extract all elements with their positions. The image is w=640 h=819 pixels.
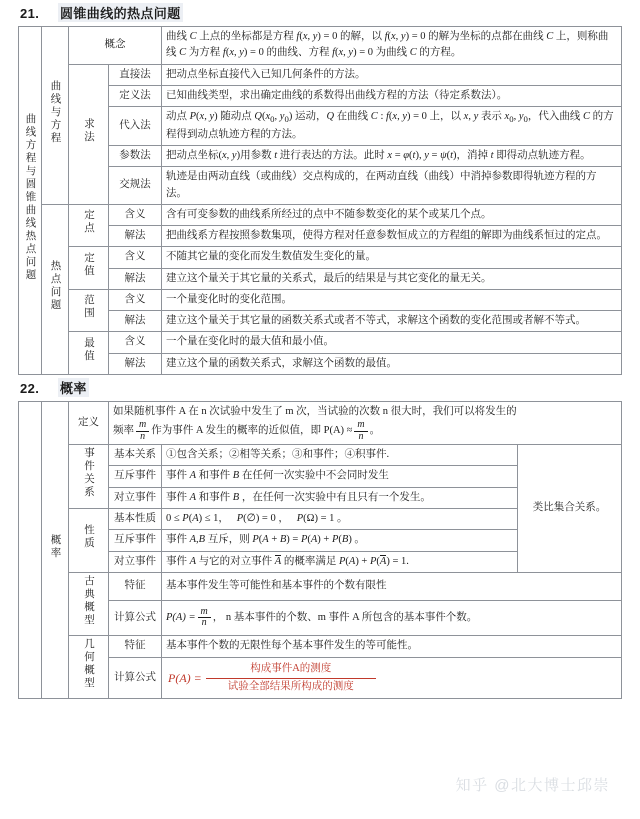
row-text-extremum-meaning: 一个量在变化时的最大值和最小值。 — [162, 332, 622, 353]
row-text-fixed-point-solution: 把曲线系方程按照参数集项，使得方程对任意参数恒成立的方程组的解即为曲线系恒过的定点。 — [162, 226, 622, 247]
row-label-basic-relations: 基本关系 — [109, 445, 162, 466]
row-text-definition-method: 已知曲线类型，求出确定曲线的系数得出曲线方程的方法（待定系数法）。 — [162, 85, 622, 106]
row-label-geometric-feature: 特征 — [109, 636, 162, 658]
section-number: 22. — [20, 380, 40, 396]
definition-line-1: 如果随机事件 A 在 n 次试验中发生了 m 次，当试验的次数 n 很大时，我们可以将发生的 — [113, 405, 517, 417]
row-text-property-complementary: 事件 A 与它的对立事件 A 的概率满足 P(A) + P(A) = 1. — [162, 551, 518, 572]
table-row — [19, 353, 622, 374]
group-label-hotspot: 热点问题 — [42, 204, 69, 374]
table-row — [19, 311, 622, 332]
table-row — [19, 657, 622, 698]
row-label-property-complementary: 对立事件 — [109, 551, 162, 572]
row-label-fixed-point-solution: 解法 — [109, 226, 162, 247]
table-row — [19, 445, 622, 466]
section-title: 圆锥曲线的热点问题 — [58, 3, 183, 22]
table-row — [19, 268, 622, 289]
table-row — [19, 289, 622, 310]
table-row — [19, 226, 622, 247]
table-row — [19, 145, 622, 166]
group-label-classical-model: 古典概型 — [69, 572, 109, 635]
row-text-mutually-exclusive: 事件 A 和事件 B 在任何一次实验中不会同时发生 — [162, 466, 518, 487]
table-row — [19, 85, 622, 106]
section-heading-22 — [18, 375, 622, 401]
row-label-concept: 概念 — [69, 27, 162, 65]
subgroup-label-extremum: 最值 — [69, 332, 109, 375]
table-row — [19, 332, 622, 353]
geometric-formula — [166, 660, 617, 695]
row-label-range-solution: 解法 — [109, 311, 162, 332]
row-text-direct-method: 把动点坐标直接代入已知几何条件的方法。 — [162, 64, 622, 85]
group-label-geometric-model: 几何概型 — [69, 636, 109, 699]
subgroup-label-range: 范围 — [69, 289, 109, 332]
row-text-extremum-solution: 建立这个量的函数关系式，求解这个函数的最值。 — [162, 353, 622, 374]
row-text-geometric-formula — [162, 657, 622, 698]
section-number: 21. — [20, 6, 40, 21]
row-text-basic-relations: ①包含关系；②相等关系；③和事件；④积事件. — [162, 445, 518, 466]
table-row — [19, 107, 622, 146]
row-label-classical-formula: 计算公式 — [109, 600, 162, 635]
geometric-fraction — [206, 662, 376, 693]
row-label-geometric-formula: 计算公式 — [109, 657, 162, 698]
row-text-geometric-feature: 基本事件个数的无限性每个基本事件发生的等可能性。 — [162, 636, 622, 658]
row-label-parameter-method: 参数法 — [109, 145, 162, 166]
side-note-set-analogy: 类比集合关系。 — [517, 445, 621, 573]
group-label-event-relations: 事件关系 — [69, 445, 109, 509]
group-label-curve-equation: 曲线与方程 — [42, 27, 69, 205]
geometric-numerator: 构成事件A的测度 — [206, 662, 376, 678]
row-text-property-exclusive: 事件 A,B 互斥，则 P(A + B) = P(A) + P(B) 。 — [162, 530, 518, 551]
table-row — [19, 401, 622, 444]
row-text-concept: 曲线 C 上点的坐标都是方程 f(x, y) = 0 的解，以 f(x, y) = 0 的解为坐标的点都在曲线 C 上，则称曲线 C 为方程 f(x, y) = 0 的曲线、方程 f(x, y) = 0 为曲线 C 的方程。 — [162, 27, 622, 65]
classical-formula-lhs: P(A) = — [166, 611, 196, 623]
row-label-definition: 定义 — [69, 401, 109, 444]
definition-line-2: 频率 $\frac{m}{n}$ 作为事件 A 发生的概率的近似值，即 P(A) ≈ $\frac{m}{n}$ 。 — [113, 419, 381, 442]
table-row — [19, 636, 622, 658]
row-label-range-meaning: 含义 — [109, 289, 162, 310]
classical-formula-rhs: ， n 基本事件的个数、m 事件 A 所包含的基本事件个数。 — [212, 611, 478, 623]
row-text-fixed-point-meaning: 含有可变参数的曲线系所经过的点中不随参数变化的某个或某几个点。 — [162, 204, 622, 225]
outer-spacer-cell — [19, 401, 42, 698]
row-label-property-exclusive: 互斥事件 — [109, 530, 162, 551]
table-row — [19, 167, 622, 205]
watermark: 知乎 @北大博士邱崇 — [455, 777, 610, 794]
root-label-probability: 概率 — [42, 401, 69, 698]
section-title: 概率 — [58, 378, 89, 397]
row-text-fixed-value-solution: 建立这个量关于其它量的关系式，最后的结果是与其它变化的量无关。 — [162, 268, 622, 289]
root-label-conic: 曲线方程与圆锥曲线热点问题 — [19, 27, 42, 375]
subgroup-label-fixed-value: 定值 — [69, 247, 109, 290]
subgroup-label-fixed-point: 定点 — [69, 204, 109, 247]
geometric-denominator: 试验全部结果所构成的测度 — [227, 680, 354, 692]
table-conic-hotspots — [18, 26, 622, 375]
row-text-definition — [109, 401, 622, 444]
table-row — [19, 64, 622, 85]
geometric-formula-lhs: P(A) = — [168, 670, 202, 685]
row-label-fixed-value-solution: 解法 — [109, 268, 162, 289]
row-label-basic-property: 基本性质 — [109, 508, 162, 529]
row-text-basic-property: 0 ≤ P(A) ≤ 1， P(∅) = 0 ， P(Ω) = 1 。 — [162, 508, 518, 529]
row-text-parameter-method: 把动点坐标(x, y)用参数 t 进行表达的方法。此时 x = φ(t), y = ψ(t)，消掉 t 即得动点轨迹方程。 — [162, 145, 622, 166]
subgroup-label-methods: 求法 — [69, 64, 109, 204]
classical-fraction: $\frac{m}{n}$ — [198, 607, 211, 629]
table-probability — [18, 401, 622, 699]
row-label-definition-method: 定义法 — [109, 85, 162, 106]
row-label-classical-feature: 特征 — [109, 572, 162, 600]
row-text-classical-feature: 基本事件发生等可能性和基本事件的个数有限性 — [162, 572, 622, 600]
row-text-substitution-method: 动点 P(x, y) 随动点 $Q(x_0$, $y_0$) 运动，Q 在曲线 C : f(x, y) = 0 上，以 x, y 表示 $x_0$, $y_0$，代入曲线 C 的方程得到动点轨迹方程的方法。 — [162, 107, 622, 146]
row-label-complementary: 对立事件 — [109, 487, 162, 508]
table-row — [19, 600, 622, 635]
table-row — [19, 572, 622, 600]
row-text-classical-formula — [162, 600, 622, 635]
table-row — [19, 247, 622, 268]
row-label-mutually-exclusive: 互斥事件 — [109, 466, 162, 487]
table-row — [19, 27, 622, 65]
section-heading-21 — [18, 0, 622, 26]
row-text-intersection-method: 轨迹是由两动直线（或曲线）交点构成的，在两动直线（曲线）中消掉参数即得轨迹方程的方法。 — [162, 167, 622, 205]
row-label-extremum-solution: 解法 — [109, 353, 162, 374]
row-label-fixed-value-meaning: 含义 — [109, 247, 162, 268]
row-text-range-solution: 建立这个量关于其它量的函数关系式或者不等式，求解这个函数的变化范围或者解不等式。 — [162, 311, 622, 332]
row-label-intersection-method: 交规法 — [109, 167, 162, 205]
row-label-extremum-meaning: 含义 — [109, 332, 162, 353]
table-row — [19, 204, 622, 225]
probability-fraction: $\frac{m}{n}$ — [354, 420, 367, 442]
group-label-properties: 性质 — [69, 508, 109, 572]
row-label-substitution-method: 代入法 — [109, 107, 162, 146]
row-label-direct-method: 直接法 — [109, 64, 162, 85]
row-label-fixed-point-meaning: 含义 — [109, 204, 162, 225]
frequency-fraction: $\frac{m}{n}$ — [136, 420, 149, 442]
row-text-fixed-value-meaning: 不随其它量的变化而发生数值发生变化的量。 — [162, 247, 622, 268]
row-text-complementary: 事件 A 和事件 B ，在任何一次实验中有且只有一个发生。 — [162, 487, 518, 508]
row-text-range-meaning: 一个量变化时的变化范围。 — [162, 289, 622, 310]
